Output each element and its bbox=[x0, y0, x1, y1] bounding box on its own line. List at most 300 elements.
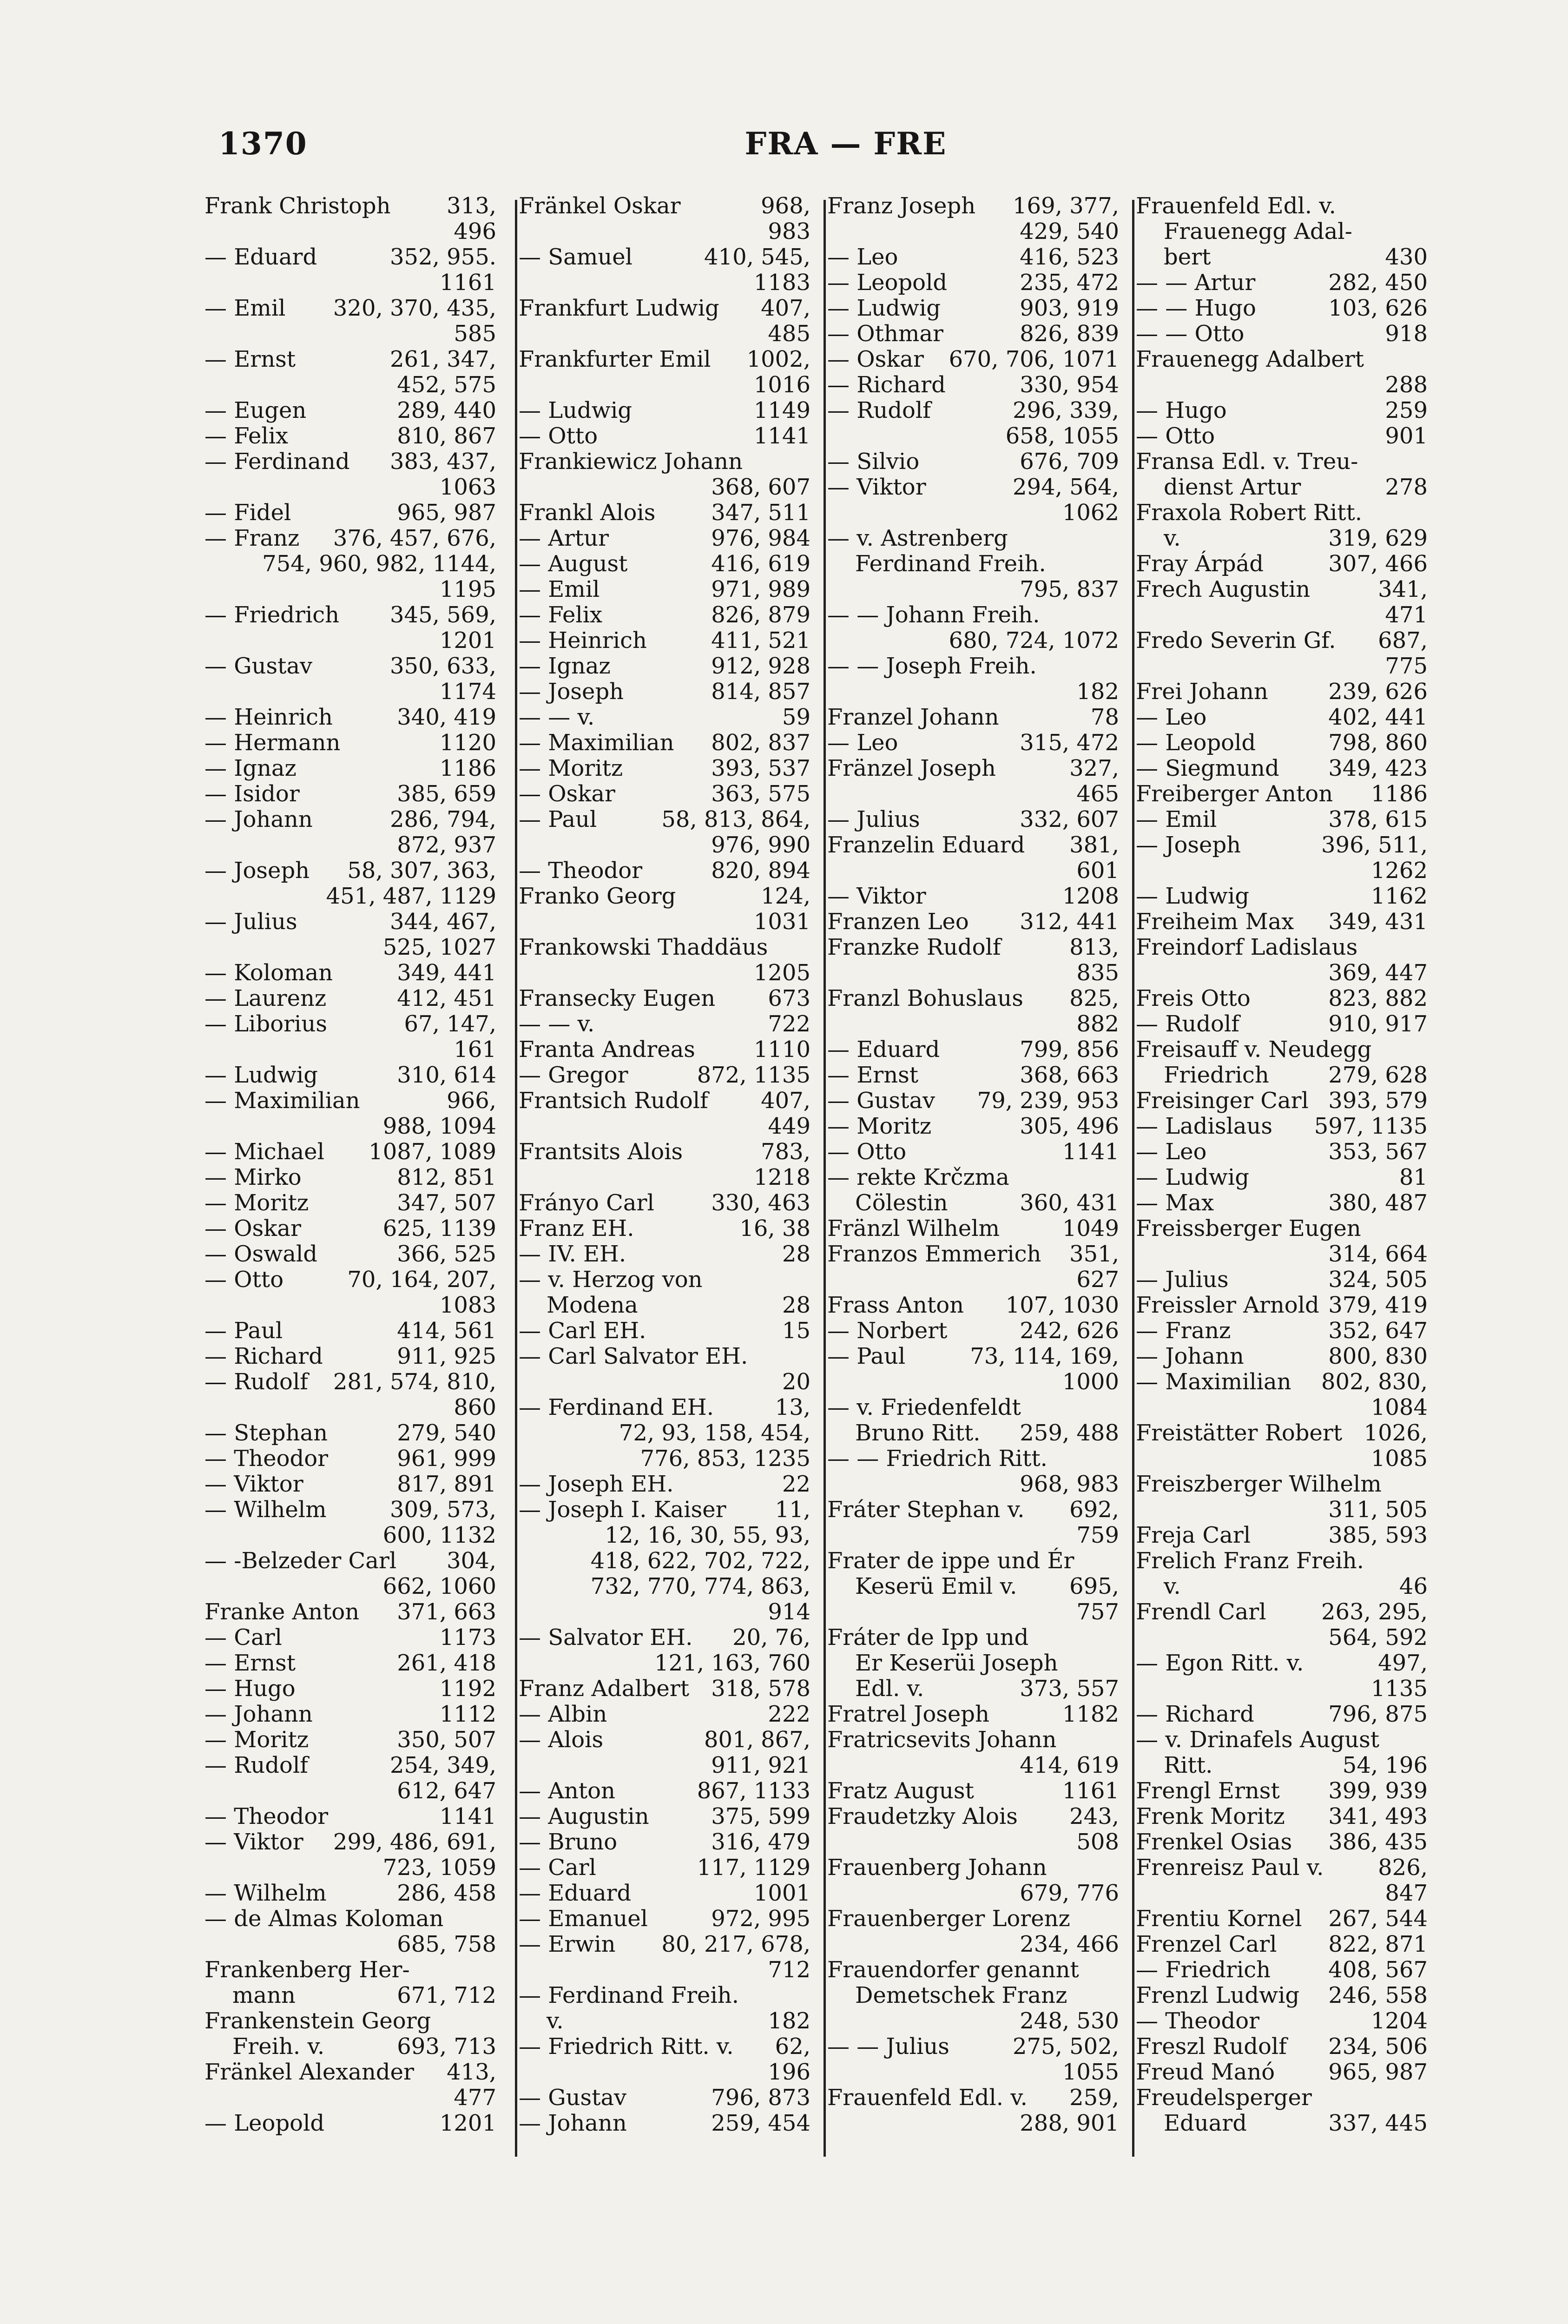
index-entry bbox=[204, 705, 496, 730]
index-entry bbox=[204, 960, 496, 986]
entry-pages-continued: 182 bbox=[1076, 679, 1119, 705]
index-entry bbox=[1136, 1011, 1428, 1037]
entry-pages: 337, 445 bbox=[1328, 2110, 1428, 2136]
entry-pages-continued: 1205 bbox=[753, 960, 810, 986]
entry-pages: 393, 537 bbox=[711, 755, 810, 781]
entry-name: Frankl Alois bbox=[519, 500, 656, 526]
entry-name: — Oskar bbox=[827, 346, 924, 372]
entry-pages: 381, bbox=[1069, 832, 1119, 858]
entry-pages-continued: 451, 487, 1129 bbox=[326, 883, 496, 909]
entry-name: Frankfurt Ludwig bbox=[519, 295, 719, 321]
index-entry bbox=[519, 1829, 810, 1855]
index-entry bbox=[1136, 986, 1428, 1011]
entry-name: — Mirko bbox=[204, 1164, 302, 1190]
entry-pages-continued: 600, 1132 bbox=[382, 1522, 496, 1548]
index-entry bbox=[1136, 398, 1428, 423]
entry-name: — Wilhelm bbox=[204, 1880, 327, 1906]
entry-name: — Norbert bbox=[827, 1318, 948, 1344]
entry-name: — Ladislaus bbox=[1136, 1113, 1272, 1139]
entry-name: — Augustin bbox=[519, 1803, 649, 1829]
index-entry bbox=[827, 1165, 1119, 1190]
entry-name: Freszl Rudolf bbox=[1136, 2034, 1287, 2060]
index-entry bbox=[519, 1267, 810, 1293]
entry-pages-continued: 662, 1060 bbox=[382, 1573, 496, 1599]
entry-name: — Ernst bbox=[204, 346, 296, 372]
entry-pages: 351, bbox=[1069, 1241, 1119, 1267]
entry-name: Keserü Emil v. bbox=[855, 1573, 1017, 1599]
entry-pages: 254, 349, bbox=[389, 1752, 496, 1778]
index-entry bbox=[1136, 1216, 1428, 1267]
entry-pages: 820, 894 bbox=[711, 858, 810, 884]
entry-pages-continued: 121, 163, 760 bbox=[654, 1650, 810, 1676]
entry-name: Ritt. bbox=[1164, 1752, 1213, 1778]
entry-pages-continued: 847 bbox=[1385, 1880, 1428, 1906]
index-column-3 bbox=[827, 193, 1119, 2159]
entry-pages: 289, 440 bbox=[397, 397, 496, 423]
index-entry bbox=[204, 1804, 496, 1829]
index-entry bbox=[204, 1369, 496, 1420]
entry-pages: 371, 663 bbox=[397, 1599, 496, 1625]
entry-name: — Leo bbox=[827, 244, 898, 270]
entry-name: Frauendorfer genannt bbox=[827, 1957, 1079, 1983]
index-entry bbox=[1136, 2085, 1428, 2111]
index-entry bbox=[827, 1395, 1119, 1420]
index-entry bbox=[1136, 832, 1428, 884]
entry-name: — Anton bbox=[519, 1778, 615, 1804]
entry-pages: 341, 493 bbox=[1328, 1803, 1428, 1829]
entry-name: Fray Árpád bbox=[1136, 551, 1264, 577]
index-entry bbox=[1136, 347, 1428, 398]
entry-name: — v. Friedenfeldt bbox=[827, 1394, 1021, 1420]
entry-pages: 103, 626 bbox=[1328, 295, 1428, 321]
entry-pages: 304, bbox=[447, 1548, 496, 1574]
entry-name: — Otto bbox=[1136, 423, 1215, 449]
entry-pages: 309, 573, bbox=[389, 1497, 496, 1523]
entry-name: — Ernst bbox=[827, 1062, 919, 1088]
index-entry bbox=[519, 935, 810, 986]
entry-pages: 340, 419 bbox=[397, 704, 496, 730]
index-entry bbox=[1136, 270, 1428, 296]
entry-pages-continued: 968, 983 bbox=[1020, 1471, 1119, 1497]
index-entry bbox=[519, 781, 810, 807]
index-entry bbox=[204, 1088, 496, 1139]
index-entry bbox=[204, 526, 496, 602]
entry-name: Frank Christoph bbox=[204, 193, 391, 219]
entry-pages: 826, 839 bbox=[1020, 321, 1119, 347]
index-entry bbox=[1136, 1267, 1428, 1293]
index-entry bbox=[1136, 1599, 1428, 1651]
entry-name: Frentiu Kornel bbox=[1136, 1906, 1302, 1932]
index-entry bbox=[204, 1497, 496, 1548]
entry-pages: 802, 830, bbox=[1321, 1369, 1428, 1395]
entry-pages: 13, bbox=[775, 1394, 810, 1420]
index-entry bbox=[204, 1676, 496, 1702]
entry-name: — Maximilian bbox=[1136, 1369, 1291, 1395]
entry-name: — — Otto bbox=[1136, 321, 1245, 347]
index-entry bbox=[827, 398, 1119, 449]
index-entry bbox=[519, 398, 810, 423]
entry-pages: 966, bbox=[447, 1088, 496, 1114]
entry-pages: 124, bbox=[761, 883, 810, 909]
index-entry bbox=[519, 705, 810, 730]
entry-pages: 379, 419 bbox=[1328, 1292, 1428, 1318]
entry-pages: 1141 bbox=[439, 1803, 496, 1829]
index-entry bbox=[1136, 2111, 1428, 2136]
index-entry bbox=[519, 347, 810, 398]
entry-pages: 1149 bbox=[753, 397, 810, 423]
entry-pages: 316, 479 bbox=[711, 1829, 810, 1855]
entry-pages: 261, 418 bbox=[397, 1650, 496, 1676]
index-entry bbox=[204, 1702, 496, 1727]
entry-pages: 798, 860 bbox=[1328, 730, 1428, 756]
index-entry bbox=[1136, 781, 1428, 807]
index-entry bbox=[1136, 1957, 1428, 1983]
entry-name: Freiberger Anton bbox=[1136, 781, 1333, 807]
entry-pages: 968, bbox=[761, 193, 810, 219]
entry-pages: 15 bbox=[782, 1318, 810, 1344]
entry-pages-continued: 414, 619 bbox=[1020, 1752, 1119, 1778]
index-entry bbox=[1136, 730, 1428, 756]
index-entry bbox=[204, 1906, 496, 1957]
entry-pages: 107, 1030 bbox=[1005, 1292, 1119, 1318]
index-entry bbox=[827, 986, 1119, 1037]
index-entry bbox=[204, 244, 496, 296]
entry-pages: 11, bbox=[775, 1497, 810, 1523]
index-entry bbox=[204, 730, 496, 756]
index-entry bbox=[1136, 1318, 1428, 1344]
entry-pages: 349, 423 bbox=[1328, 755, 1428, 781]
index-entry bbox=[1136, 296, 1428, 321]
entry-name: — Moritz bbox=[519, 755, 623, 781]
entry-name: Fränkel Oskar bbox=[519, 193, 681, 219]
entry-name: — Emil bbox=[1136, 806, 1217, 832]
entry-pages: 305, 496 bbox=[1020, 1113, 1119, 1139]
index-entry bbox=[204, 654, 496, 705]
index-entry bbox=[519, 500, 810, 526]
entry-name: — Samuel bbox=[519, 244, 632, 270]
index-entry bbox=[519, 2085, 810, 2111]
index-entry bbox=[519, 193, 810, 244]
entry-pages: 234, 506 bbox=[1328, 2034, 1428, 2060]
entry-name: Franzke Rudolf bbox=[827, 934, 1001, 960]
entry-pages: 267, 544 bbox=[1328, 1906, 1428, 1932]
entry-pages: 399, 939 bbox=[1328, 1778, 1428, 1804]
index-entry bbox=[204, 1139, 496, 1165]
entry-pages-continued: 872, 937 bbox=[397, 832, 496, 858]
index-entry bbox=[1136, 935, 1428, 986]
index-entry bbox=[827, 705, 1119, 730]
index-entry bbox=[519, 449, 810, 500]
entry-name: — Franz bbox=[1136, 1318, 1231, 1344]
entry-pages: 676, 709 bbox=[1020, 449, 1119, 475]
entry-pages-continued: 429, 540 bbox=[1020, 218, 1119, 244]
entry-pages: 693, 713 bbox=[397, 2034, 496, 2060]
entry-name: — Max bbox=[1136, 1190, 1214, 1216]
entry-pages: 625, 1139 bbox=[382, 1215, 496, 1241]
entry-pages: 1162 bbox=[1370, 883, 1428, 909]
entry-name: Frankfurter Emil bbox=[519, 346, 711, 372]
entry-pages: 16, 38 bbox=[739, 1215, 810, 1241]
entry-name: — Moritz bbox=[204, 1727, 309, 1753]
entry-pages: 352, 647 bbox=[1328, 1318, 1428, 1344]
entry-name: Frantsits Alois bbox=[519, 1139, 683, 1165]
entry-name: Eduard bbox=[1164, 2110, 1247, 2136]
index-entry bbox=[827, 807, 1119, 832]
entry-name: — -Belzeder Carl bbox=[204, 1548, 397, 1574]
entry-pages-continued: 759 bbox=[1076, 1522, 1119, 1548]
index-entry bbox=[519, 1676, 810, 1702]
entry-pages: 259 bbox=[1385, 397, 1428, 423]
entry-name: — Siegmund bbox=[1136, 755, 1279, 781]
entry-pages: 823, 882 bbox=[1328, 985, 1428, 1011]
index-entry bbox=[204, 423, 496, 449]
entry-pages: 1002, bbox=[746, 346, 810, 372]
index-entry bbox=[827, 1855, 1119, 1906]
entry-pages-continued: 1218 bbox=[753, 1164, 810, 1190]
entry-name: Frei Johann bbox=[1136, 679, 1268, 705]
entry-pages: 1110 bbox=[753, 1037, 810, 1063]
index-entry bbox=[827, 1702, 1119, 1727]
entry-pages-continued: 1031 bbox=[753, 909, 810, 935]
entry-name: — IV. EH. bbox=[519, 1241, 626, 1267]
entry-name: Franke Anton bbox=[204, 1599, 360, 1625]
index-entry bbox=[827, 730, 1119, 756]
entry-pages: 58, 813, 864, bbox=[661, 806, 810, 832]
entry-name: — Carl bbox=[204, 1624, 282, 1651]
index-entry bbox=[519, 654, 810, 679]
entry-name: — Leopold bbox=[204, 2110, 325, 2136]
entry-pages: 46 bbox=[1399, 1573, 1428, 1599]
entry-pages-continued: 754, 960, 982, 1144, bbox=[262, 551, 496, 577]
entry-pages: 1049 bbox=[1062, 1215, 1119, 1241]
entry-name: Fransecky Eugen bbox=[519, 985, 716, 1011]
entry-name: — Felix bbox=[204, 423, 289, 449]
entry-pages: 286, 458 bbox=[397, 1880, 496, 1906]
index-entry bbox=[1136, 1804, 1428, 1829]
index-entry bbox=[1136, 679, 1428, 705]
entry-pages: 58, 307, 363, bbox=[347, 858, 496, 884]
entry-name: — Carl Salvator EH. bbox=[519, 1343, 748, 1369]
entry-name: Fränkel Alexander bbox=[204, 2059, 414, 2085]
entry-pages: 976, 984 bbox=[711, 525, 810, 551]
entry-pages: 67, 147, bbox=[404, 1011, 496, 1037]
index-entry bbox=[519, 1037, 810, 1063]
entry-pages-continued: 1055 bbox=[1062, 2059, 1119, 2085]
entry-pages: 414, 561 bbox=[397, 1318, 496, 1344]
entry-name: Freis Otto bbox=[1136, 985, 1251, 1011]
index-entry bbox=[204, 1344, 496, 1369]
entry-name: — Ludwig bbox=[204, 1062, 318, 1088]
entry-name: — rekte Krčzma bbox=[827, 1164, 1009, 1190]
index-entry bbox=[519, 1625, 810, 1676]
entry-name: Frankiewicz Johann bbox=[519, 449, 743, 475]
entry-name: Fredo Severin Gf. bbox=[1136, 627, 1336, 654]
entry-pages: 801, 867, bbox=[704, 1727, 810, 1753]
entry-pages-continued: 564, 592 bbox=[1328, 1624, 1428, 1651]
index-entry bbox=[204, 2008, 496, 2034]
entry-pages: 407, bbox=[761, 295, 810, 321]
entry-pages-continued: 976, 990 bbox=[711, 832, 810, 858]
entry-pages: 413, bbox=[447, 2059, 496, 2085]
entry-name: Frengl Ernst bbox=[1136, 1778, 1280, 1804]
entry-name: Frankenberg Her- bbox=[204, 1957, 410, 1983]
entry-pages-continued: 465 bbox=[1076, 781, 1119, 807]
entry-pages-continued: 1084 bbox=[1370, 1394, 1428, 1420]
entry-name: v. bbox=[1164, 1573, 1181, 1599]
entry-pages-continued: 311, 505 bbox=[1328, 1497, 1428, 1523]
entry-name: Fraudetzky Alois bbox=[827, 1803, 1018, 1829]
entry-name: Freud Manó bbox=[1136, 2059, 1275, 2085]
entry-pages: 972, 995 bbox=[711, 1906, 810, 1932]
index-entry bbox=[827, 1778, 1119, 1804]
entry-pages: 911, 925 bbox=[397, 1343, 496, 1369]
entry-pages-continued: 508 bbox=[1076, 1829, 1119, 1855]
entry-name: — Leo bbox=[1136, 1139, 1207, 1165]
entry-name: — Artur bbox=[519, 525, 609, 551]
index-entry bbox=[1136, 321, 1428, 347]
entry-name: — Moritz bbox=[204, 1190, 309, 1216]
entry-name: Fránуо Carl bbox=[519, 1190, 654, 1216]
entry-name: — Ignaz bbox=[519, 653, 611, 679]
entry-pages: 259, 454 bbox=[711, 2110, 810, 2136]
entry-name: Frendl Carl bbox=[1136, 1599, 1266, 1625]
entry-pages: 330, 463 bbox=[711, 1190, 810, 1216]
entry-name: — Eugen bbox=[204, 397, 307, 423]
index-entry bbox=[1136, 1574, 1428, 1599]
entry-name: Franz EH. bbox=[519, 1215, 634, 1241]
index-entry bbox=[204, 1472, 496, 1497]
index-entry bbox=[204, 296, 496, 347]
entry-pages-continued: 418, 622, 702, 722, bbox=[590, 1548, 810, 1574]
entry-pages: 411, 521 bbox=[711, 627, 810, 654]
entry-pages-continued: 314, 664 bbox=[1328, 1241, 1428, 1267]
entry-pages: 692, bbox=[1069, 1497, 1119, 1523]
index-entry bbox=[1136, 2034, 1428, 2060]
index-entry bbox=[519, 296, 810, 347]
index-entry bbox=[1136, 193, 1428, 219]
entry-name: Frater de ippe und Ér bbox=[827, 1548, 1074, 1574]
index-entry bbox=[519, 1855, 810, 1881]
entry-pages: 910, 917 bbox=[1328, 1011, 1428, 1037]
entry-pages: 386, 435 bbox=[1328, 1829, 1428, 1855]
entry-name: — Carl bbox=[519, 1855, 596, 1881]
entry-pages-continued: 914 bbox=[768, 1599, 810, 1625]
entry-pages: 246, 558 bbox=[1328, 1982, 1428, 2008]
index-entry bbox=[827, 909, 1119, 935]
column-rule bbox=[1132, 200, 1134, 2157]
entry-name: Frenkel Osias bbox=[1136, 1829, 1292, 1855]
entry-pages: 28 bbox=[782, 1292, 810, 1318]
entry-name: — Theodor bbox=[1136, 2008, 1260, 2034]
entry-name: — Maximilian bbox=[204, 1088, 360, 1114]
index-entry bbox=[519, 526, 810, 551]
entry-pages: 70, 164, 207, bbox=[347, 1267, 496, 1293]
index-entry bbox=[827, 1906, 1119, 1957]
entry-pages: 1208 bbox=[1062, 883, 1119, 909]
index-entry bbox=[519, 1063, 810, 1088]
entry-pages: 81 bbox=[1399, 1164, 1428, 1190]
entry-name: — Emanuel bbox=[519, 1906, 648, 1932]
index-entry bbox=[1136, 1523, 1428, 1548]
index-entry bbox=[204, 1957, 496, 1983]
index-entry bbox=[1136, 526, 1428, 551]
index-entry bbox=[204, 807, 496, 858]
entry-name: — Wilhelm bbox=[204, 1497, 327, 1523]
entry-pages: 872, 1135 bbox=[697, 1062, 810, 1088]
index-entry bbox=[1136, 909, 1428, 935]
index-entry bbox=[827, 1190, 1119, 1216]
entry-pages: 378, 615 bbox=[1328, 806, 1428, 832]
entry-pages: 332, 607 bbox=[1020, 806, 1119, 832]
entry-pages: 1173 bbox=[439, 1624, 496, 1651]
index-entry bbox=[519, 628, 810, 654]
entry-pages: 1026, bbox=[1364, 1420, 1428, 1446]
index-entry bbox=[827, 1318, 1119, 1344]
entry-name: Franzos Emmerich bbox=[827, 1241, 1041, 1267]
entry-pages: 278 bbox=[1385, 474, 1428, 500]
index-entry bbox=[519, 577, 810, 602]
entry-name: Fratricsevits Johann bbox=[827, 1727, 1057, 1753]
index-entry bbox=[827, 193, 1119, 244]
entry-pages: 366, 525 bbox=[397, 1241, 496, 1267]
entry-name: — Eduard bbox=[204, 244, 317, 270]
entry-pages: 814, 857 bbox=[711, 679, 810, 705]
entry-pages-continued: 983 bbox=[768, 218, 810, 244]
entry-pages: 799, 856 bbox=[1020, 1037, 1119, 1063]
entry-name: — Silvio bbox=[827, 449, 920, 475]
entry-name: — Richard bbox=[1136, 1701, 1254, 1727]
index-entry bbox=[204, 602, 496, 654]
entry-pages: 313, bbox=[447, 193, 496, 219]
entry-pages-continued: 627 bbox=[1076, 1267, 1119, 1293]
entry-pages-continued: 477 bbox=[454, 2085, 496, 2111]
entry-name: — Otto bbox=[204, 1267, 284, 1293]
index-entry bbox=[827, 1344, 1119, 1395]
entry-name: Freiheim Max bbox=[1136, 909, 1294, 935]
entry-name: — Ludwig bbox=[827, 295, 941, 321]
entry-name: — Gustav bbox=[519, 2085, 627, 2111]
index-entry bbox=[519, 1727, 810, 1778]
entry-name: Er Keserüi Joseph bbox=[855, 1650, 1058, 1676]
entry-name: — Viktor bbox=[827, 474, 926, 500]
index-entry bbox=[519, 1932, 810, 1983]
index-entry bbox=[1136, 2008, 1428, 2034]
entry-name: — Isidor bbox=[204, 781, 300, 807]
entry-pages: 1120 bbox=[439, 730, 496, 756]
entry-pages: 299, 486, 691, bbox=[333, 1829, 496, 1855]
entry-pages: 670, 706, 1071 bbox=[949, 346, 1119, 372]
index-entry bbox=[827, 1957, 1119, 1983]
index-entry bbox=[1136, 1420, 1428, 1472]
entry-name: — Emil bbox=[519, 576, 600, 602]
index-entry bbox=[204, 1318, 496, 1344]
entry-name: — Viktor bbox=[827, 883, 926, 909]
entry-pages-continued: 368, 607 bbox=[711, 474, 810, 500]
entry-pages: 867, 1133 bbox=[697, 1778, 810, 1804]
entry-name: — Johann bbox=[519, 2110, 627, 2136]
index-entry bbox=[519, 602, 810, 628]
entry-name: — Joseph bbox=[204, 858, 310, 884]
entry-pages: 826, bbox=[1378, 1855, 1428, 1881]
index-entry bbox=[204, 1727, 496, 1753]
entry-pages-continued: 882 bbox=[1076, 1011, 1119, 1037]
index-entry bbox=[519, 423, 810, 449]
entry-name: Frenzl Ludwig bbox=[1136, 1982, 1300, 2008]
entry-name: Freisinger Carl bbox=[1136, 1088, 1309, 1114]
entry-name: — Ludwig bbox=[519, 397, 632, 423]
index-entry bbox=[827, 935, 1119, 986]
entry-name: Frauenberger Lorenz bbox=[827, 1906, 1070, 1932]
